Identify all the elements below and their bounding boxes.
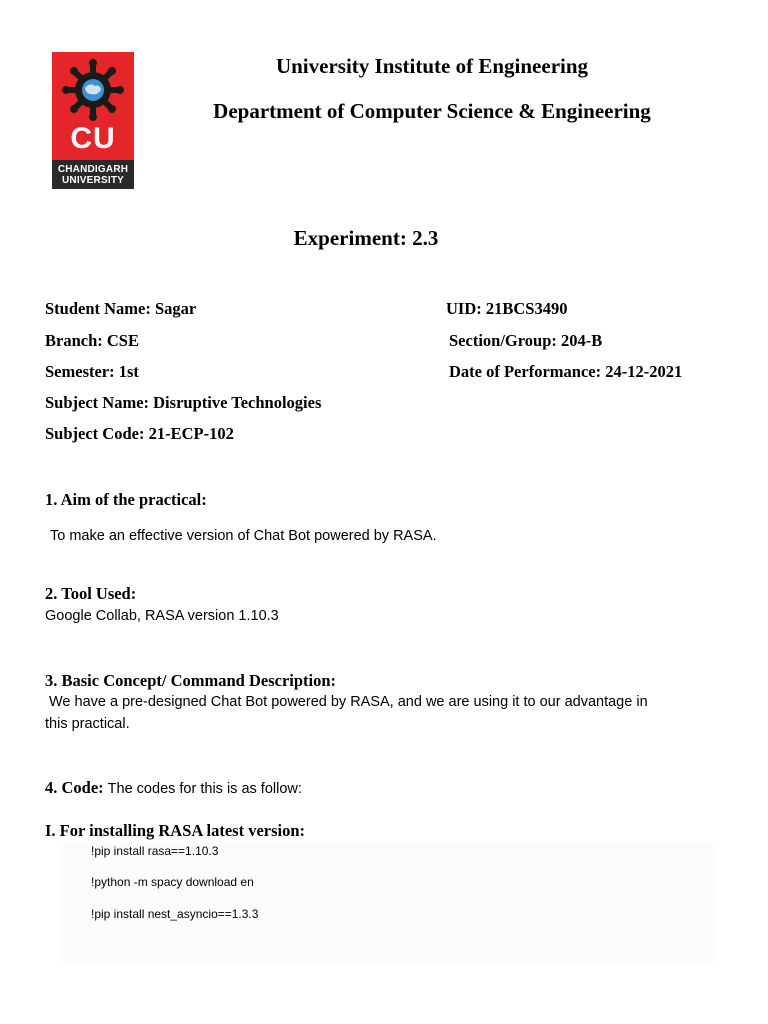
semester: Semester: 1st xyxy=(45,362,139,381)
uid: UID: 21BCS3490 xyxy=(446,299,568,318)
code-intro: The codes for this is as follow: xyxy=(107,781,302,797)
code-block xyxy=(62,842,718,962)
aim-heading: 1. Aim of the practical: xyxy=(45,490,207,509)
section-group: Section/Group: 204-B xyxy=(449,331,603,350)
logo-line2: UNIVERSITY xyxy=(61,175,124,186)
concept-line-2: this practical. xyxy=(45,716,130,732)
experiment-title: Experiment: 2.3 xyxy=(293,226,439,250)
tool-heading: 2. Tool Used: xyxy=(45,584,137,603)
aim-text: To make an effective version of Chat Bot powered by RASA. xyxy=(50,528,437,544)
student-name: Student Name: Sagar xyxy=(45,299,197,318)
department-title: Department of Computer Science & Engineering xyxy=(213,99,651,123)
branch: Branch: CSE xyxy=(45,331,139,350)
code-heading: 4. Code: xyxy=(45,778,104,797)
logo-abbr: CU xyxy=(70,122,116,155)
code-line-2: !python -m spacy download en xyxy=(91,875,254,889)
subject-name: Subject Name: Disruptive Technologies xyxy=(45,393,322,412)
subject-code: Subject Code: 21-ECP-102 xyxy=(45,424,234,443)
logo-line1: CHANDIGARH xyxy=(57,164,129,175)
tool-text: Google Collab, RASA version 1.10.3 xyxy=(45,608,279,624)
code-line-1: !pip install rasa==1.10.3 xyxy=(91,844,219,858)
concept-line-1: We have a pre-designed Chat Bot powered by RASA, and we are using it to our advantage in xyxy=(49,694,648,710)
install-heading: I. For installing RASA latest version: xyxy=(45,821,306,840)
code-line xyxy=(45,778,302,798)
logo-band xyxy=(52,160,134,189)
code-line-3: !pip install nest_asyncio==1.3.3 xyxy=(91,907,259,921)
date-of-performance: Date of Performance: 24-12-2021 xyxy=(449,362,683,381)
institute-title: University Institute of Engineering xyxy=(275,54,589,78)
concept-heading: 3. Basic Concept/ Command Description: xyxy=(45,671,337,690)
